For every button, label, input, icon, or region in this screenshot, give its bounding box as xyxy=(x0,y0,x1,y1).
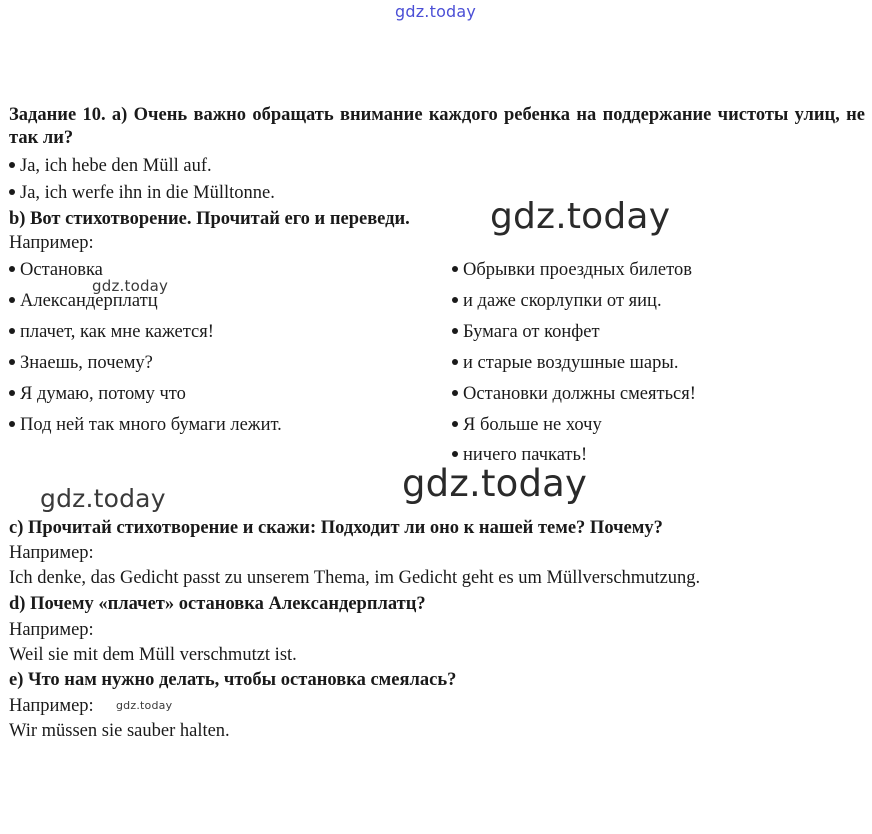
poem-line: ничего пачкать! xyxy=(452,444,587,466)
poem-line: Остановка xyxy=(9,259,103,281)
watermark-large: gdz.today xyxy=(402,462,588,505)
bullet-icon xyxy=(9,259,20,281)
part-d-title: d) Почему «плачет» остановка Александерплатц? xyxy=(9,594,426,614)
answer-text: Ja, ich hebe den Müll auf. xyxy=(20,156,212,176)
answer-text: Wir müssen sie sauber halten. xyxy=(9,721,230,741)
poem-line: Под ней так много бумаги лежит. xyxy=(9,414,282,436)
poem-line: и даже скорлупки от яиц. xyxy=(452,290,662,312)
watermark-large: gdz.today xyxy=(490,196,671,237)
bullet-icon xyxy=(452,352,463,374)
bullet-icon xyxy=(452,444,463,466)
bullet-icon xyxy=(9,182,20,204)
watermark-small: gdz.today xyxy=(116,699,173,712)
poem-line: и старые воздушные шары. xyxy=(452,352,678,374)
part-c-title: с) Прочитай стихотворение и скажи: Подходит ли оно к нашей теме? Почему? xyxy=(9,518,663,538)
poem-line: плачет, как мне кажется! xyxy=(9,321,214,343)
poem-line: Александерплатц xyxy=(9,290,158,312)
bullet-icon xyxy=(452,259,463,281)
list-item xyxy=(9,155,212,177)
bullet-icon xyxy=(9,290,20,312)
part-e-title: e) Что нам нужно делать, чтобы остановка смеялась? xyxy=(9,670,457,690)
bullet-icon xyxy=(9,414,20,436)
answer-text: Ich denke, das Gedicht passt zu unserem Thema, im Gedicht geht es um Müllverschmutzung. xyxy=(9,568,701,588)
poem-line: Обрывки проездных билетов xyxy=(452,259,692,281)
watermark-top: gdz.today xyxy=(395,2,477,21)
task-heading: Задание 10. а) Очень важно обращать внимание каждого ребенка на поддержание чистоты улиц, не так ли? xyxy=(9,105,865,148)
bullet-icon xyxy=(452,290,463,312)
poem-line: Бумага от конфет xyxy=(452,321,600,343)
poem-line: Я думаю, потому что xyxy=(9,383,186,405)
bullet-icon xyxy=(9,352,20,374)
part-b-title: b) Вот стихотворение. Прочитай его и переведи. xyxy=(9,209,410,229)
example-label: Например: xyxy=(9,233,94,253)
example-label: Например: xyxy=(9,543,94,563)
bullet-icon xyxy=(452,321,463,343)
list-item xyxy=(9,182,275,204)
bullet-icon xyxy=(9,321,20,343)
bullet-icon xyxy=(452,414,463,436)
answer-text: Weil sie mit dem Müll verschmutzt ist. xyxy=(9,645,297,665)
watermark-medium: gdz.today xyxy=(40,484,166,513)
bullet-icon xyxy=(9,155,20,177)
bullet-icon xyxy=(452,383,463,405)
poem-line: Остановки должны смеяться! xyxy=(452,383,696,405)
example-label: Например: xyxy=(9,696,94,716)
answer-text: Ja, ich werfe ihn in die Mülltonne. xyxy=(20,183,275,203)
watermark-small: gdz.today xyxy=(92,277,169,295)
example-label: Например: xyxy=(9,620,94,640)
poem-line: Знаешь, почему? xyxy=(9,352,153,374)
bullet-icon xyxy=(9,383,20,405)
poem-line: Я больше не хочу xyxy=(452,414,602,436)
